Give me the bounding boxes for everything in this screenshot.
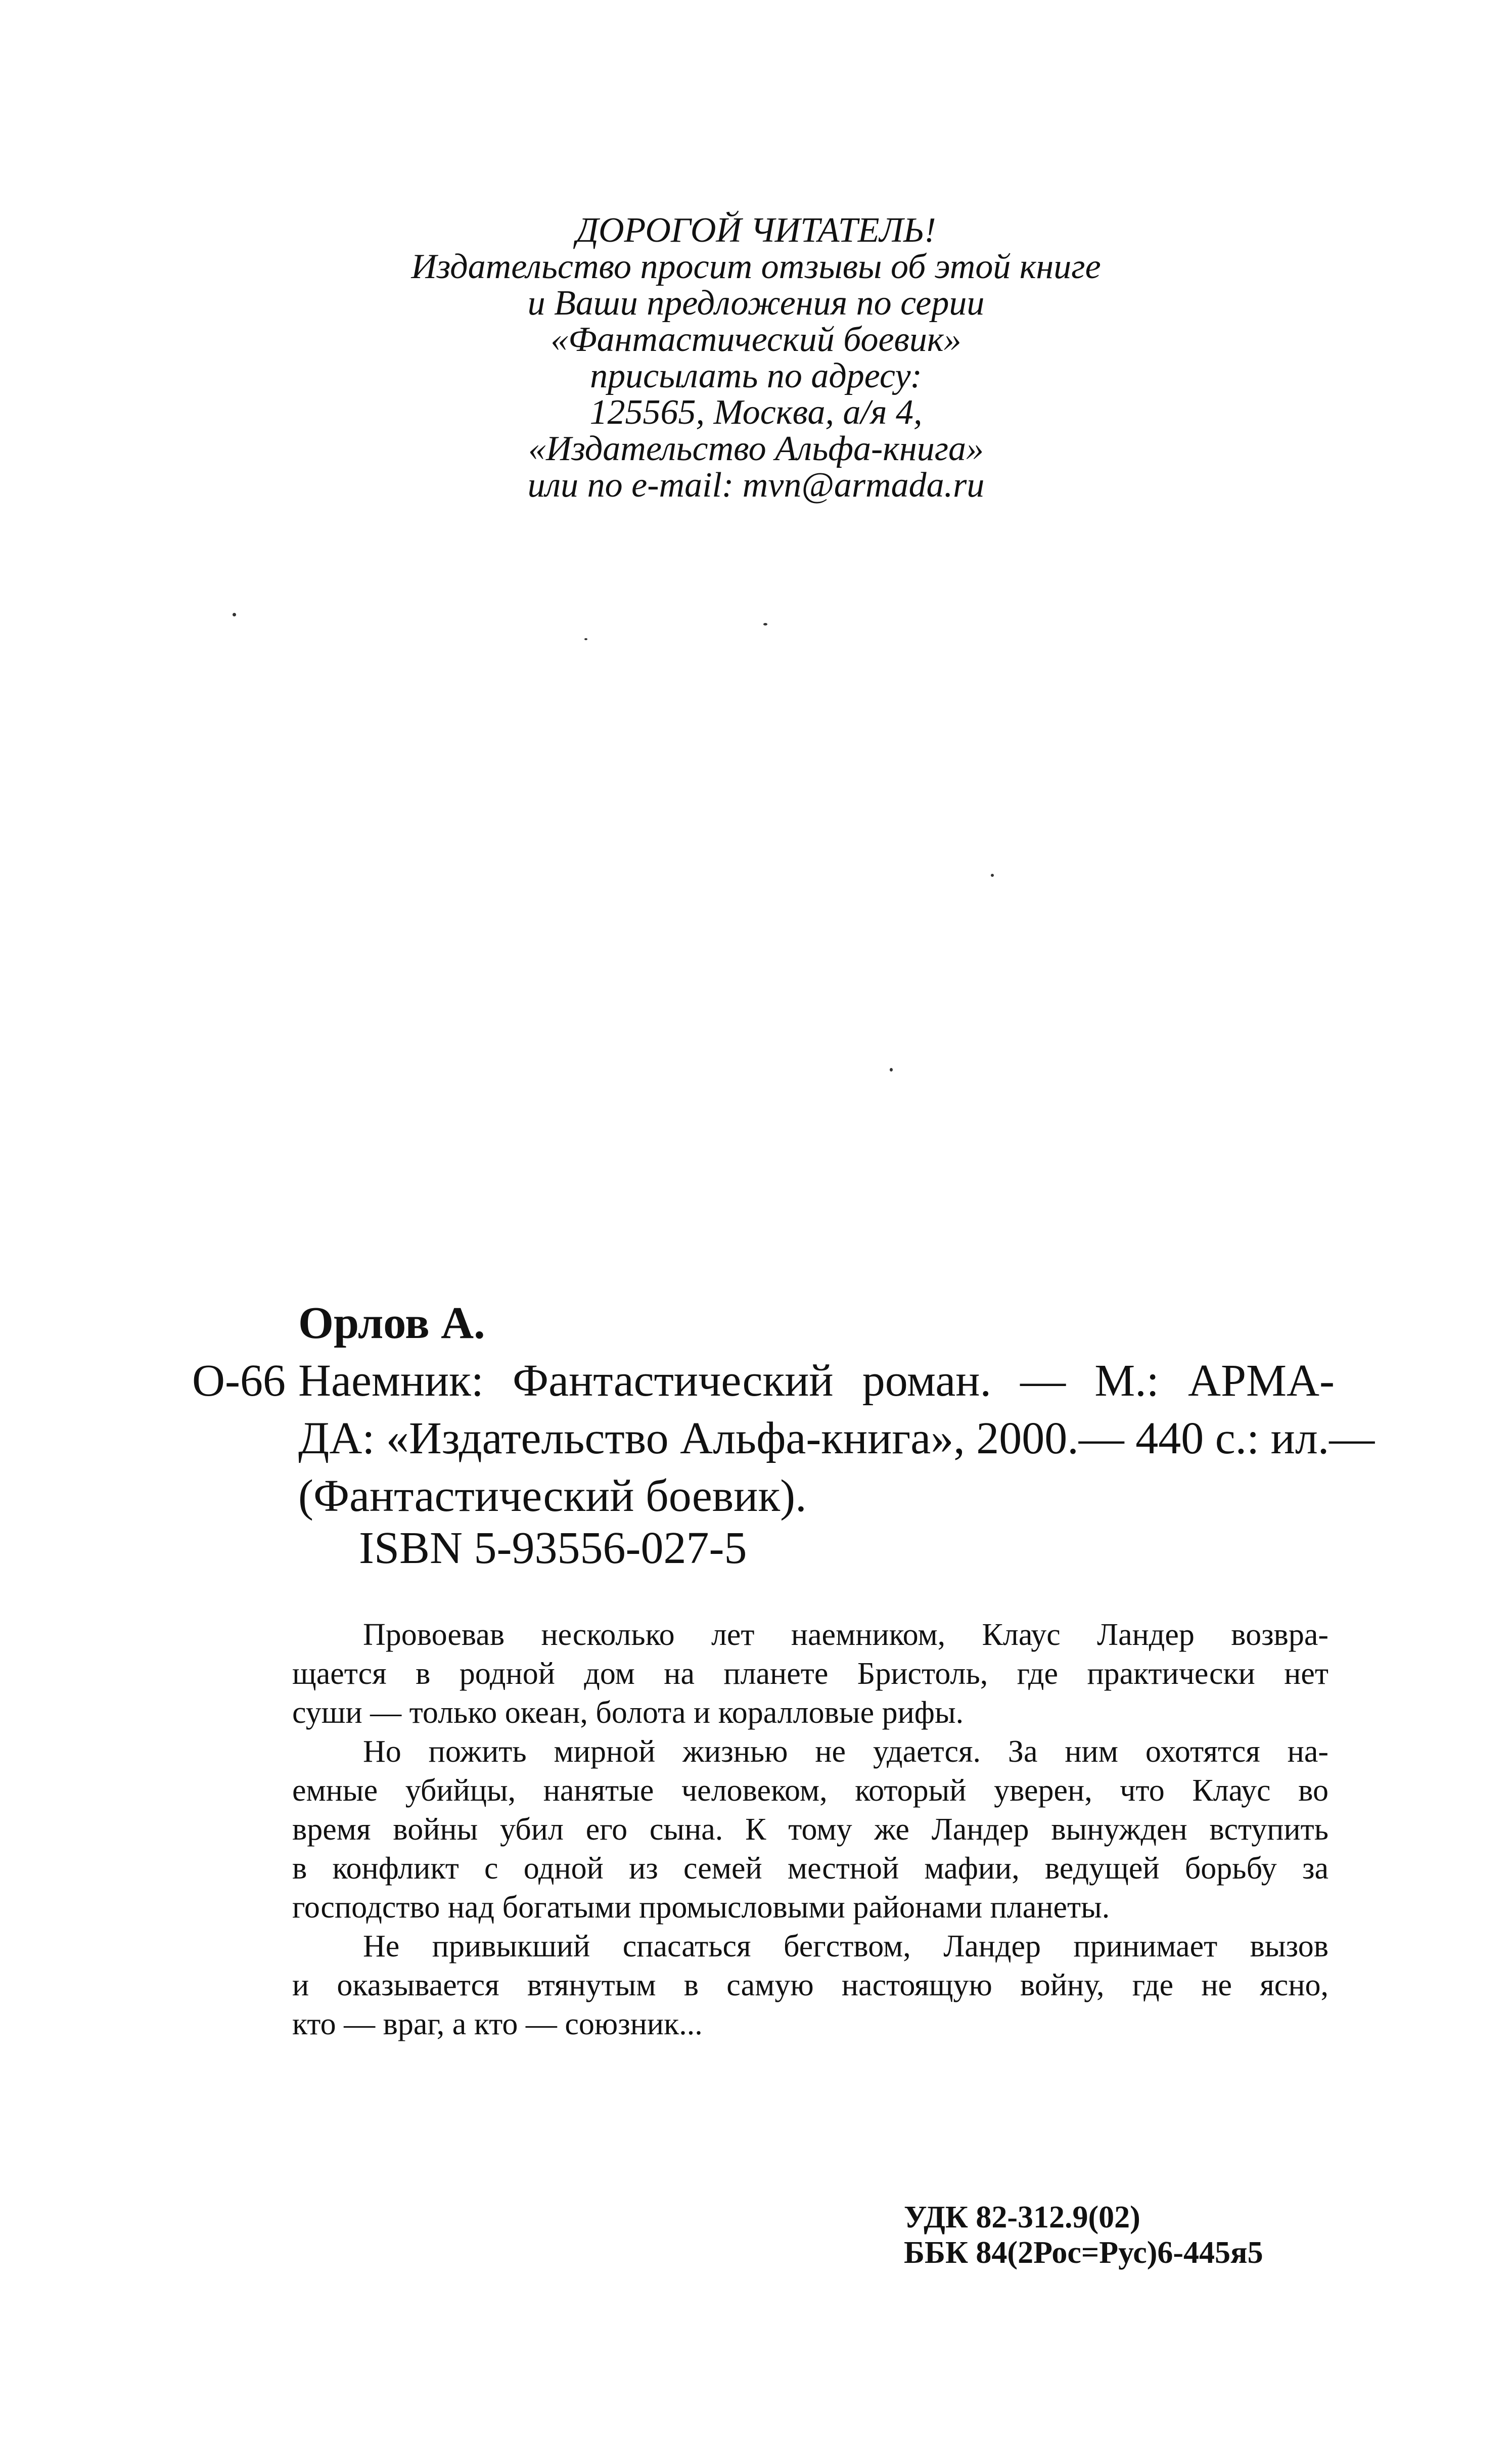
annotation-line: кто — враг, а кто — союзник... <box>292 2007 703 2041</box>
annotation-line: суши — только океан, болота и коралловые рифы. <box>292 1695 964 1730</box>
bbk-code: ББК 84(2Рос=Рус)6-445я5 <box>904 2236 1263 2270</box>
annotation-line: Не привыкший спасаться бегством, Ландер принимает вызов <box>363 1929 1328 1963</box>
reader-notice-line: «Фантастический боевик» <box>551 320 961 359</box>
annotation-line: емные убийцы, нанятые человеком, который уверен, что Клаус во <box>292 1773 1328 1808</box>
annotation-line: щается в родной дом на планете Бристоль, где практически нет <box>292 1657 1328 1691</box>
annotation <box>292 1616 1328 2044</box>
scan-speck <box>890 1068 893 1072</box>
bibliographic-line: (Фантастический боевик). <box>298 1471 807 1521</box>
annotation-line: время войны убил его сына. К тому же Ландер вынужден вступить <box>292 1812 1328 1847</box>
author-name: Орлов А. <box>298 1298 485 1348</box>
annotation-line: и оказывается втянутым в самую настоящую войну, где не ясно, <box>292 1968 1328 2002</box>
scan-speck <box>584 638 587 640</box>
scan-speck <box>763 623 767 626</box>
reader-notice-publisher: «Издательство Альфа-книга» <box>528 429 984 468</box>
reader-notice-line: и Ваши предложения по серии <box>527 284 985 323</box>
catalog-code: О-66 <box>192 1356 286 1406</box>
annotation-line: Провоевав несколько лет наемником, Клаус Ландер возвра- <box>363 1618 1328 1652</box>
reader-notice-email: или по e-mail: mvn@armada.ru <box>527 466 985 505</box>
bibliographic-line: ДА: «Издательство Альфа-книга», 2000.— 440 с.: ил.— <box>298 1413 1375 1463</box>
reader-notice-line: Издательство просит отзывы об этой книге <box>411 247 1101 286</box>
classification-codes <box>904 2200 1263 2270</box>
reader-notice-line: присылать по адресу: <box>590 356 922 395</box>
scan-speck <box>991 874 994 877</box>
udk-code: УДК 82-312.9(02) <box>904 2200 1140 2235</box>
reader-notice-address: 125565, Москва, а/я 4, <box>589 393 923 432</box>
annotation-line: господство над богатыми промысловыми районами планеты. <box>292 1890 1110 1925</box>
scan-speck <box>233 613 236 616</box>
bibliographic-line: Наемник: Фантастический роман. — М.: АРМА- <box>298 1356 1335 1406</box>
reader-notice-heading: ДОРОГОЙ ЧИТАТЕЛЬ! <box>576 211 936 250</box>
annotation-line: в конфликт с одной из семей местной мафии, ведущей борьбу за <box>292 1851 1328 1886</box>
reader-notice <box>0 212 1512 504</box>
isbn: ISBN 5-93556-027-5 <box>359 1523 747 1573</box>
annotation-line: Но пожить мирной жизнью не удается. За ним охотятся на- <box>363 1734 1328 1769</box>
